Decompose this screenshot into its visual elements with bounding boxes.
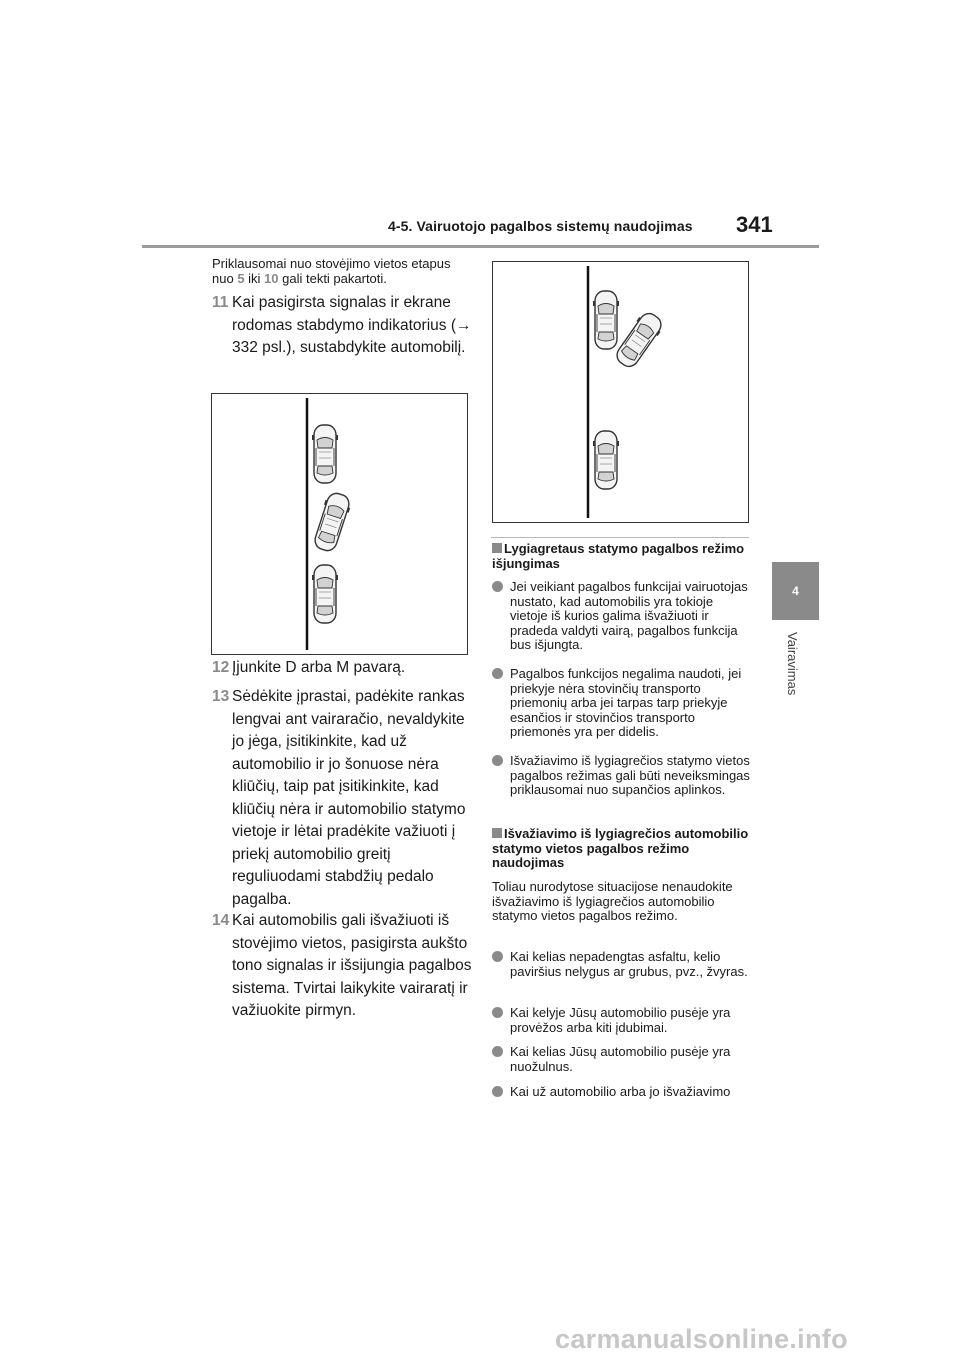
bullet-item <box>492 1045 750 1074</box>
parked-car-rear <box>312 565 338 623</box>
bullet-item <box>492 1006 750 1035</box>
parked-car-front <box>312 425 338 483</box>
bullet-item <box>492 754 750 798</box>
step-number: 14 <box>212 912 230 929</box>
bullet-item <box>492 667 750 740</box>
intro-text-b: iki <box>244 271 265 286</box>
intro-text-a: Priklausomai nuo stovėjimo vietos etapus nuo <box>212 256 451 286</box>
step-number: 13 <box>212 688 230 705</box>
round-bullet-icon <box>492 1007 503 1018</box>
bullet-text: Išvažiavimo iš lygiagrečios statymo vietos pagalbos režimas gali būti neveiksmingas priklausomai nuo supančios aplinkos. <box>510 753 750 797</box>
page-number: 341 <box>736 212 773 237</box>
figure-parking-exit-1 <box>211 393 468 655</box>
step-11 <box>212 292 472 360</box>
step-ref-10: 10 <box>264 271 279 286</box>
round-bullet-icon <box>492 581 503 592</box>
bullet-item <box>492 1085 750 1100</box>
chapter-tab <box>772 562 819 620</box>
step-text: Įjunkite D arba M pavarą. <box>232 659 406 676</box>
header-divider <box>142 245 819 248</box>
square-bullet-icon <box>492 543 502 553</box>
intro-note <box>212 256 474 286</box>
bullet-text: Pagalbos funkcijos negalima naudoti, jei priekyje nėra stovinčių transporto priemonių arba jei tarpas tarp priekyje esančios ir stovinčios transporto priemonės yra per didelis. <box>510 666 742 739</box>
parked-car-rear <box>593 431 619 489</box>
intro-text-c: gali tekti pakartoti. <box>278 271 387 286</box>
round-bullet-icon <box>492 1086 503 1097</box>
section-title: 4-5. Vairuotojo pagalbos sistemų naudojimas <box>388 218 693 234</box>
round-bullet-icon <box>492 1046 503 1057</box>
watermark: carmanualsonline.info <box>555 1324 848 1354</box>
round-bullet-icon <box>492 951 503 962</box>
section-heading-usage <box>492 827 750 871</box>
column-divider <box>491 537 749 538</box>
illustration-svg <box>212 394 467 654</box>
own-car <box>612 309 667 371</box>
step-text: Kai automobilis gali išvažiuoti iš stovėjimo vietos, pasigirsta aukšto tono signalas ir išsijungia pagalbos sistema. Tvirtai laikykite vairaratį ir važiuokite pirmyn. <box>232 912 472 1019</box>
step-number: 11 <box>212 294 229 311</box>
round-bullet-icon <box>492 755 503 766</box>
step-12 <box>212 657 472 680</box>
section-intro: Toliau nurodytose situacijose nenaudokite išvažiavimo iš lygiagrečios automobilio statymo vietos pagalbos režimo. <box>492 879 733 923</box>
bullet-text: Kai kelyje Jūsų automobilio pusėje yra provėžos arba kiti įdubimai. <box>510 1005 731 1035</box>
square-bullet-icon <box>492 828 502 838</box>
chapter-label: Vairavimas <box>785 632 800 696</box>
bullet-text: Kai kelias nepadengtas asfaltu, kelio paviršius nelygus ar grubus, pvz., žvyras. <box>510 949 748 979</box>
round-bullet-icon <box>492 668 503 679</box>
step-text: Sėdėkite įprastai, padėkite rankas lengvai ant vairaračio, nevaldykite jo jėga, įsitikinkite, kad už automobilio ir jo šonuose nėra kliūčių, taip pat įsitikinkite, kad kliūčių nėra ir automobilio statymo vietoje ir lėtai pradėkite važiuoti į priekį automobilio greitį reguliuodami stabdžių pedalo pagalba. <box>232 688 466 908</box>
chapter-number: 4 <box>792 584 799 598</box>
chapter-label-wrap <box>782 632 806 712</box>
illustration-svg <box>493 262 748 522</box>
step-ref-5: 5 <box>237 271 245 286</box>
bullet-text: Kai kelias Jūsų automobilio pusėje yra nuožulnus. <box>510 1044 731 1074</box>
own-car <box>311 490 354 553</box>
section-heading-disable <box>492 542 750 571</box>
step-13 <box>212 686 472 911</box>
bullet-item <box>492 950 750 979</box>
figure-parking-exit-2 <box>492 261 749 523</box>
section-heading-text: Išvažiavimo iš lygiagrečios automobilio statymo vietos pagalbos režimo naudojimas <box>492 826 749 870</box>
step-number: 12 <box>212 659 230 676</box>
step-text: Kai pasigirsta signalas ir ekrane rodomas stabdymo indikatorius (→ 332 psl.), sustabdykite automobilį. <box>232 294 472 356</box>
bullet-item <box>492 580 750 653</box>
bullet-text: Jei veikiant pagalbos funkcijai vairuotojas nustato, kad automobilis yra tokioje vietoje iš kurios galima išvažiuoti ir pradeda valdyti vairą, pagalbos funkcija bus išjungta. <box>510 579 748 652</box>
bullet-text: Kai už automobilio arba jo išvažiavimo <box>510 1084 731 1099</box>
section-heading-text: Lygiagretaus statymo pagalbos režimo išjungimas <box>492 541 745 571</box>
step-14 <box>212 910 472 1023</box>
parked-car-front <box>593 291 619 349</box>
